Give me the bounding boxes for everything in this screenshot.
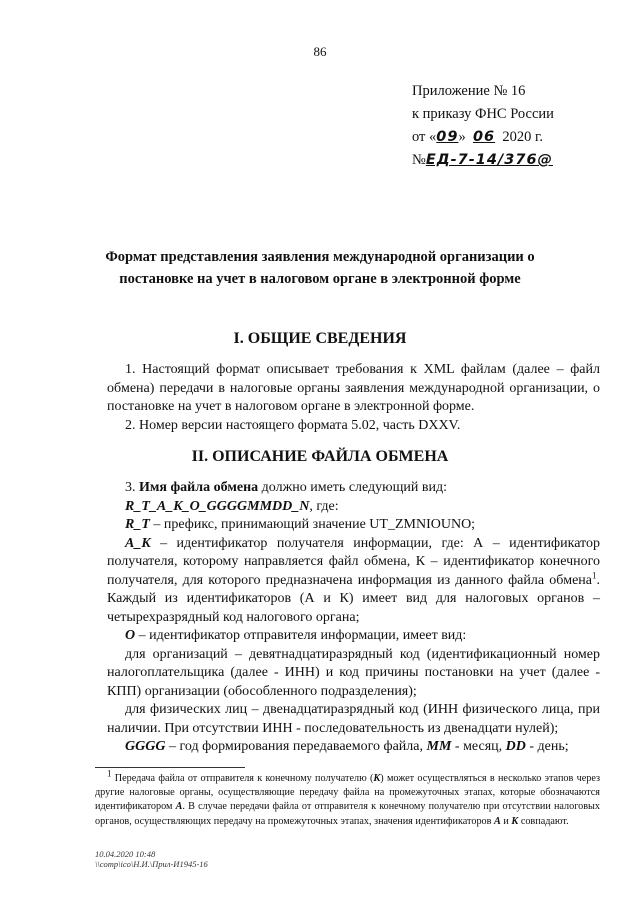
- stamp-line2: \\comp\ico\Н.И.\Прил-И1945-16: [95, 859, 208, 869]
- o-key: O: [125, 628, 136, 643]
- mm-key: MM: [426, 739, 452, 754]
- filename-pattern: [107, 498, 600, 517]
- section2-heading: II. ОПИСАНИЕ ФАЙЛА ОБМЕНА: [191, 448, 449, 465]
- footnote-k2: К: [511, 815, 519, 827]
- section1-heading: I. ОБЩИЕ СВЕДЕНИЯ: [233, 330, 407, 347]
- footnote-t5: совпадают.: [518, 815, 569, 827]
- footnote-a1: А: [175, 801, 183, 813]
- footnote-divider: [95, 767, 245, 768]
- paragraph-1: 1. Настоящий формат описывает требования к XML файлам (далее – файл обмена) передачи в налоговые органы заявления международной организации, о постановке на учет в налоговом органе в электронной форме.: [107, 362, 600, 414]
- stamp-line1: 10.04.2020 10:48: [95, 849, 156, 859]
- p3-prefix: 3.: [125, 480, 139, 495]
- o-definition: [107, 627, 600, 646]
- dd-key: DD: [505, 739, 526, 754]
- date-year: 2020 г.: [502, 129, 543, 145]
- paragraph-2: 2. Номер версии настоящего формата 5.02, часть DXXV.: [125, 417, 461, 433]
- p3-bold: Имя файла обмена: [139, 480, 259, 495]
- org-definition: для организаций – девятнадцатиразрядный код (идентификационный номер налогоплательщика (далее - ИНН) и код причины постановки на учет (далее - КПП) организации (обособленного подразделения);: [107, 646, 600, 699]
- ak-key: A_K: [125, 535, 151, 551]
- rt-definition: [107, 516, 600, 535]
- date-month: 06: [472, 129, 496, 145]
- ak-definition: [107, 535, 600, 628]
- number-prefix: №: [412, 152, 426, 168]
- footnote-a2: А: [494, 815, 501, 827]
- footnote-t4: и: [500, 815, 512, 827]
- footnote-ref: 1: [592, 569, 597, 580]
- pattern-value: R_T_A_K_O_GGGGMMDD_N: [125, 498, 310, 514]
- appendix-number: [412, 149, 612, 172]
- number-value: ЕД-7-14/376@: [425, 152, 554, 168]
- mm-text: - месяц,: [451, 739, 506, 754]
- gggg-text: – год формирования передаваемого файла,: [165, 739, 427, 754]
- title-line2: постановке на учет в налоговом органе в электронной форме: [119, 271, 521, 287]
- appendix-date: [412, 126, 612, 149]
- title-line1: Формат представления заявления международной организации о: [105, 249, 535, 265]
- dd-text: - день;: [525, 739, 569, 754]
- footnote-t1: Передача файла от отправителя к конечному получателю (: [111, 773, 374, 784]
- gggg-key: GGGG: [125, 739, 166, 754]
- date-prefix: от «: [412, 129, 437, 145]
- o-text: – идентификатор отправителя информации, имеет вид:: [135, 628, 467, 643]
- document-title: [80, 246, 560, 290]
- date-day: 09: [436, 129, 459, 145]
- appendix-line1: Приложение № 16: [412, 83, 526, 99]
- appendix-line2: к приказу ФНС России: [412, 106, 554, 122]
- footnote-t3: . В случае передачи файла от отправителя к конечному получателю при отсутствии налоговых органов, осуществляющих передачу на промежуточных этапах, значения идентификаторов: [95, 801, 600, 827]
- footnote-t2: ) может осуществляться в несколько этапов через другие налоговые органы, осуществляющие передачу файла на промежуточных этапах, которые обозначаются идентификатором: [95, 773, 600, 813]
- footnote: [95, 768, 600, 829]
- page-number: 86: [313, 44, 327, 59]
- rt-text: – префикс, принимающий значение UT_ZMNIOUNO;: [149, 517, 476, 532]
- section2-body: [107, 479, 600, 757]
- rt-key: R_T: [125, 517, 150, 532]
- ak-text2: . Каждый из идентификаторов (А и К) имеет вид для налоговых органов – четырехразрядный код налогового органа;: [107, 572, 600, 625]
- paragraph-3: [107, 479, 600, 498]
- footnote-mark: 1: [107, 768, 112, 779]
- footnote-k1: К: [373, 773, 381, 784]
- person-definition: для физических лиц – двенадцатиразрядный код (ИНН физического лица, при наличии. При отсутствии ИНН - последовательность из двенадцати нулей);: [107, 702, 600, 736]
- date-definition: [107, 738, 600, 757]
- date-mid: »: [458, 129, 466, 145]
- p3-rest: должно иметь следующий вид:: [258, 480, 448, 495]
- print-stamp: [95, 849, 208, 869]
- ak-text: – идентификатор получателя информации, где: А – идентификатор получателя, которому направляется файл обмена, К – идентификатор конечного получателя, для которого предназначена информация из данного файла обмена: [107, 535, 600, 588]
- pattern-suffix: , где:: [309, 498, 339, 514]
- section1-body: [107, 361, 600, 435]
- appendix-block: [412, 80, 612, 172]
